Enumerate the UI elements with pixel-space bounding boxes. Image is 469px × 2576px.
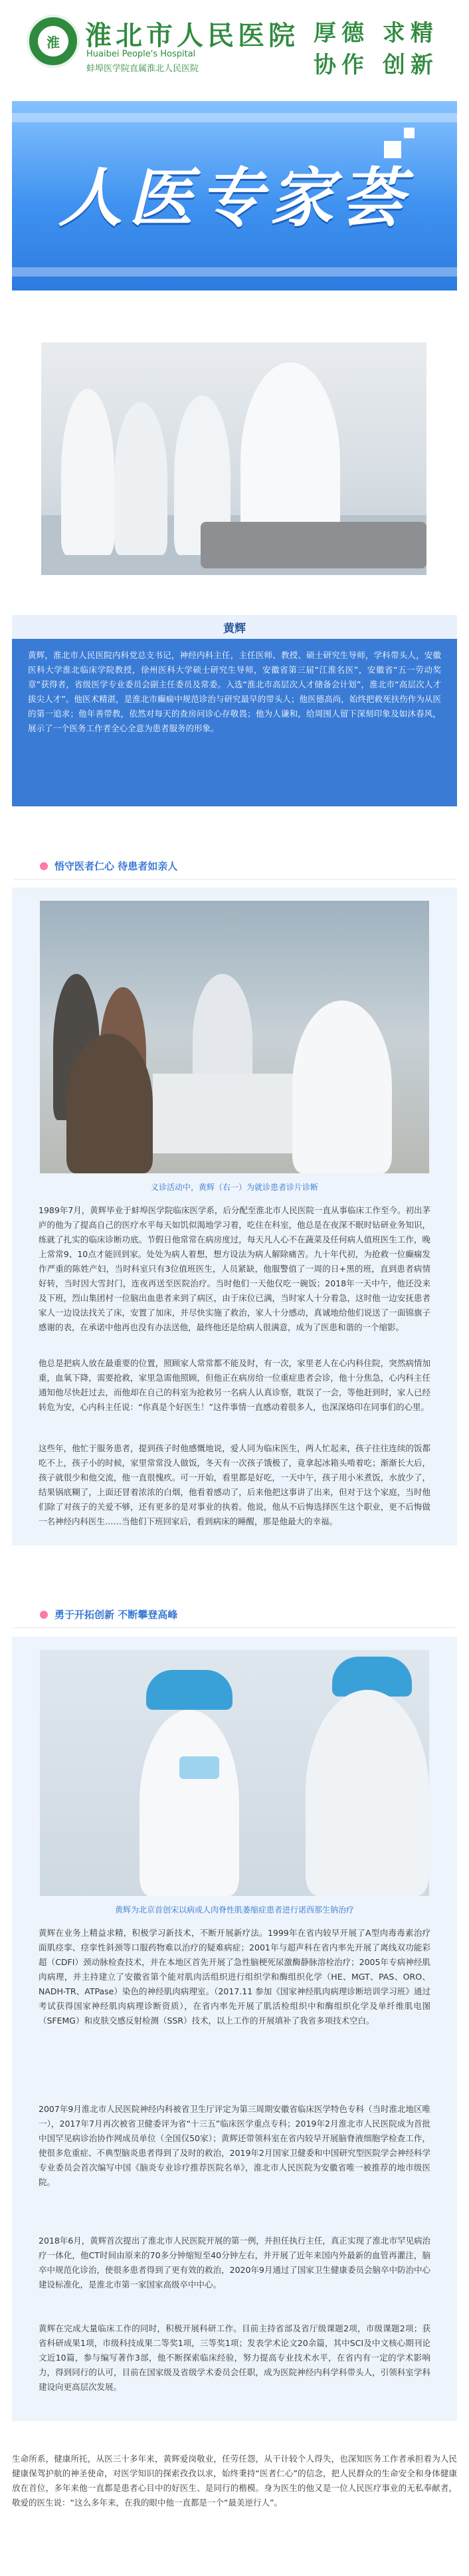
- banner-stripe: [12, 267, 457, 277]
- photo-caption: 义诊活动中，黄辉（右一）为就诊患者诊片诊断: [150, 1183, 318, 1192]
- treatment-photo: [40, 1650, 429, 1896]
- section-heading-2: [40, 1607, 177, 1621]
- article-section-2: [12, 1637, 457, 2421]
- section-divider: [13, 1627, 456, 1628]
- hospital-name: 淮北市人民医院: [85, 20, 299, 51]
- photo-patient-bed: [201, 522, 426, 568]
- profile-panel: [12, 615, 457, 806]
- banner-stripe: [12, 113, 457, 122]
- photo-surgical-cap: [146, 1670, 233, 1710]
- hospital-subtitle: 蚌埠医学院直属淮北人民医院: [86, 64, 199, 74]
- article-paragraph: 黄辉在业务上精益求精，积极学习新技术，不断开展新疗法。1999年在省内较早开展了A型肉毒毒素治疗面肌痉挛、痉挛性斜颈等口服药物难以治疗的疑难病症；2001年与超声科在省内率先开展了离线双功能彩超（CDFI）颈动脉检查技术，并在本地区首先开展了急性脑梗死尿激酶静脉溶栓治疗；2005年专病神经肌肉病理，并主持建立了安徽省第个能对肌肉活组织进行组织学和酶组织化学（HE、MGT、PAS、ORO、NADH-TR、ATPase）染色的神经肌肉病理室。（2017.11 参加《国家神经肌肉病理诊断培训学习班》通过考试获得国家神经肌肉病理诊断资质），在省内率先开展了肌活检组织中和酶组织化学及单纤维肌电图（SFEMG）和皮肤交感反射检测（SSR）技术，以上工作的开展填补了我省多项技术空白。: [39, 1928, 430, 2026]
- motto-line-2: 协作 创新: [314, 52, 438, 78]
- photo-person: [114, 402, 167, 555]
- hospital-name-en: Huaibei People's Hospital: [86, 49, 196, 59]
- section-heading-text: 勇于开拓创新 不断攀登高峰: [54, 1609, 178, 1621]
- article-paragraph: 他总是把病人放在最重要的位置，照顾家人常常都不能及时，有一次，家里老人在心内科住院，突然病情加重，血氧下降，需要抢救，家里急需他照顾，但他正在病房给一位重症患者会诊，他十分焦急，心内科主任通知他尽快赶过去，而他却在自己的科室为抢救另一名病人认真诊察，耽误了一会，等他赶到时，家人已经转危为安，心内科主任说：“你真是个好医生！”这件事情一直感动着很多人，也深深烙印在同事们的心里。: [39, 1358, 430, 1412]
- photo-mask: [179, 1756, 219, 1779]
- profile-bio: 黄辉，淮北市人民医院内科党总支书记，神经内科主任，主任医师、教授、硕士研究生导师，学科带头人，安徽医科大学淮北临床学院教授，徐州医科大学硕士研究生导师，安徽省第三届“江淮名医”，安徽省“五一劳动奖章”获得者，省级医学专业委员会副主任委员及常委。入选“淮北市高层次人才储备会计划”，淮北市“高层次人才拔尖人才”。他医术精湛，是淮北市癫痫中规范诊治与研究最早的带头人；他医德高尚，始终把救死扶伤作为从医的第一追求；他年善带教，依然对每天的查房问诊心存敬畏；他为人谦和，给周围人留下深刻印象及如沐春风，展示了一个医务工作者全心全意为患者服务的形象。: [28, 650, 441, 733]
- article-paragraph: 2018年6月，黄辉首次提出了淮北市人民医院开展的第一例，并担任执行主任，真正实现了淮北市罕见病治疗一体化，他CT时间由原来的70多分钟缩短至40分钟左右，并开展了近年来国内外最新的血管再灌注，脑卒中规范化诊治，使很多患者得到了更有效的救治，2020年9月通过了国家卫生健康委员会脑卒中防治中心建设标准化，是淮北市第一家国家高级卒中中心。: [39, 2236, 430, 2289]
- photo-patient: [66, 1034, 153, 1173]
- closing-paragraph: 生命所系，健康所托，从医三十多年来，黄辉爱岗敬业，任劳任怨，从干计较个人得失，也深知医务工作者承担着为人民健康保驾护航的神圣使命，对医学知识的探索孜孜以求，始终秉持“医者仁心”的信念，把人民群众的生命安全和身体健康放在首位，多年来他一直都是患者心目中的好医生、是同行的楷模。身为医生的他又是一位人民医疗事业的无私奉献者，敬爱的医生说：“这么多年来，在我的眼中他一直都是一个“最美逆行人”。: [12, 2454, 457, 2508]
- banner-square-decoration: [404, 128, 415, 138]
- clinic-photo: [40, 901, 429, 1173]
- photo-doctor: [140, 1710, 239, 1896]
- banner-title: 人医专家荟: [58, 160, 411, 235]
- article-paragraph: 1989年7月，黄辉毕业于蚌埠医学院临床医学系，后分配至淮北市人民医院一直从事临床工作至今。初出茅庐的他为了提高自己的医疗水平每天如饥似渴地学习着，吃住在科室，他总是在夜深不眠时钻研业务知识，练就了扎实的临床诊断功底。节假日他常常在病房度过，每天凡人心不在蔬菜及任何病人值班医生工作，晚上常常9、10点才能回到家。处处为病人着想，想方设法为病人解除痛苦。九十年代初，为抢救一位癫痫发作严重的陈姓产妇，当时科室只有3位值班医生，人员紧缺，他服警值了一周的日+黑的班，直到患者病情好转，当时因大雪封门，连夜再送至医院治疗。当时他们一天他仅吃一碗饭；2018年一天中午，他还没来及下班，烈山集团村一位脑出血患者来到了病区，由于床位已满，当时家人十分着急，这时他一边安抚患者家人一边设法找关了床，安置了加床，并尽快实施了救治，家人十分感动，真诚地给他们说送了一面锦旗子感谢的表，在承诺中他再也没有办法送他，最终他还是给病人很满意，成为了医患和谐的一个缩影。: [39, 1205, 430, 1332]
- section-heading-1: [40, 859, 177, 873]
- photo-person: [61, 389, 114, 555]
- logo-mark: 淮: [38, 26, 68, 57]
- article-paragraph: 这些年，他忙于服务患者，提到孩子时他感慨地说，爱人同为临床医生，两人忙起来，孩子往往连续的饭都吃不上，孩子小的时候，家里常常没人做饭，冬天有一次孩子饿极了，竟拿起冰箱头啃着吃；渐渐长大后，孩子就很少和他交流，他一直很愧疚。可一开始，看里都是好吃，一天中午，孩子用小米煮饭，水放少了，结果锅底糊了，上面还冒着浓浓的白烟，他看着感动了，后来他把这事讲了出来，但对于这个家庭，当时他们除了对孩子的关爱不够，还有更多的是对事业的执着。他说，他从不后悔选择医生这个职业，更不后悔做一名神经内科医生……当他们下班回家后，看到病床的睡醒，那是他最大的幸福。: [39, 1443, 430, 1526]
- profile-photo: [41, 342, 426, 575]
- motto-line-1: 厚德 求精: [314, 20, 438, 47]
- article-paragraph: 2007年9月淮北市人民医院神经内科被省卫生厅评定为第三周期安徽省临床医学特色专科（当时淮北地区唯一），2017年7月再次被省卫健委评为省“十三五”临床医学重点专科；2019年2月淮北市人民医院成为首批中国罕见病诊治协作网成员单位（全国仅50家）；黄辉还带领科室在省内较早开展脑脊液细胞学检查工作，使很多危重症、不典型脑炎患者得到了及时的救治，2019年2月国家卫健委和中国研究型医院学会神经科学专业委员会首次编写中国《脑炎专业诊疗推荐医院名单》，淮北市人民医院为安徽省唯一被推荐的地市级医院。: [39, 2104, 430, 2187]
- column-banner: [12, 101, 457, 291]
- article-section-1: [12, 887, 457, 1546]
- photo-doctor: [292, 1000, 392, 1173]
- profile-name: 黄辉: [223, 622, 246, 636]
- hospital-header: [0, 0, 469, 85]
- photo-nurse: [306, 1690, 429, 1896]
- photo-caption: 黄辉为北京首创宋以病或人肉脊性肌萎缩症患者进行诺西那生钠治疗: [114, 1905, 354, 1915]
- section-heading-text: 悟守医者仁心 待患者如亲人: [54, 860, 178, 872]
- bullet-icon: [40, 862, 48, 870]
- hospital-logo: [27, 15, 80, 68]
- article-paragraph: 黄辉在完成大量临床工作的同时，积极开展科研工作。目前主持省部及省厅级课题2项，市级课题2项；获省科研成果1项，市级科技成果二等奖1项，三等奖1项；发表学术论文20余篇，其中SCI及中文核心期刊论文近10篇，参与编写著作3部，他不断探索临床经验，努力提高专业技术水平，在省内有一定的学术影响力，得到同行的认可，目前在国家级及省级学术委员会任职，成为医院神经内科学科带头人，引领科室学科建设向更高层次发展。: [39, 2323, 430, 2392]
- bullet-icon: [40, 1611, 48, 1619]
